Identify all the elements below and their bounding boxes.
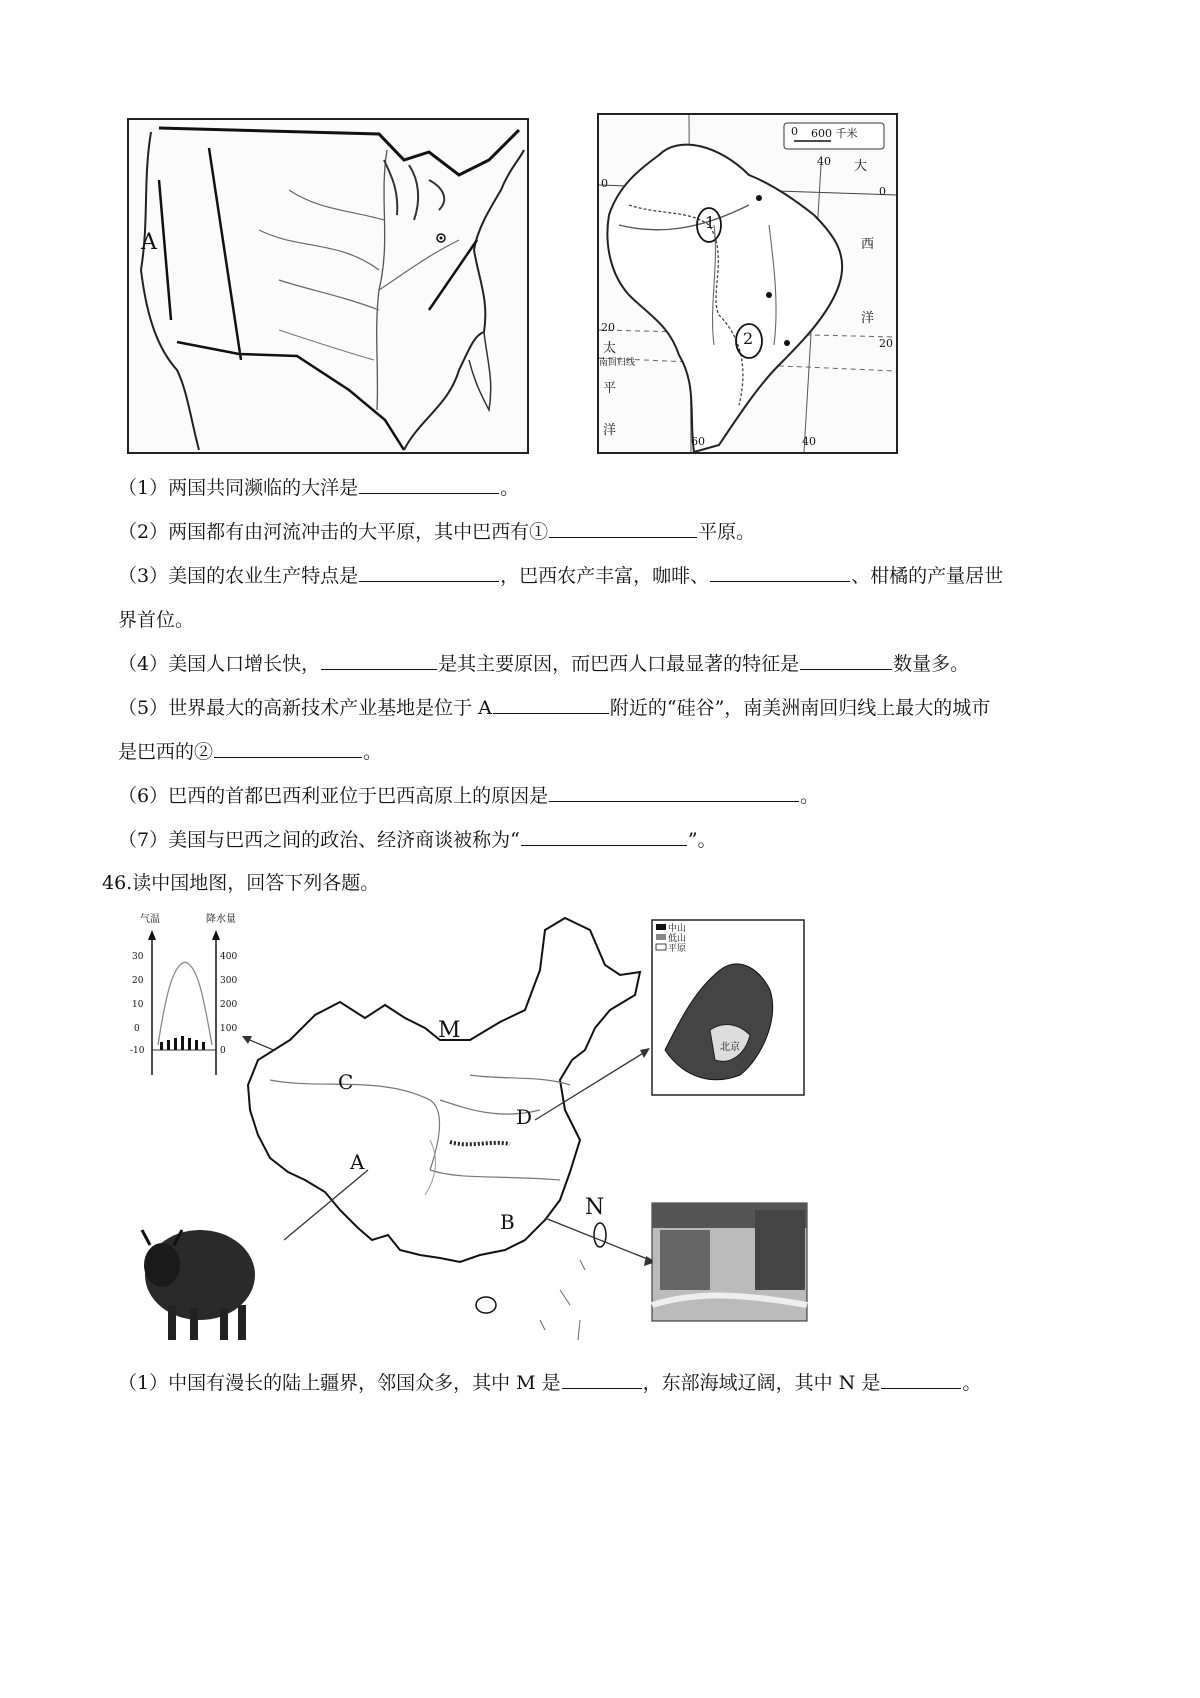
climate-right-tick-0: 400 xyxy=(220,952,238,962)
china-label-c: C xyxy=(338,1070,354,1094)
answer-blank[interactable] xyxy=(359,563,499,582)
tropic-label: 南回归线 xyxy=(599,358,636,368)
china-label-a: A xyxy=(350,1150,365,1174)
answer-blank[interactable] xyxy=(493,695,609,714)
marker-2: 2 xyxy=(743,329,754,348)
q45-item-5-cont: 是巴西的② 。 xyxy=(118,741,383,763)
climate-left-tick-2: 10 xyxy=(132,1000,144,1010)
lat-20-left: 20 xyxy=(601,321,615,334)
climate-left-tick-0: 30 xyxy=(132,952,144,962)
lat-0-right: 0 xyxy=(879,185,886,198)
beijing-legend-1: 低山 xyxy=(668,934,687,944)
lat-20-right: 20 xyxy=(879,337,893,350)
climate-right-tick-1: 300 xyxy=(220,976,238,986)
answer-blank[interactable] xyxy=(321,651,437,670)
answer-blank[interactable] xyxy=(521,827,687,846)
q45-item-2: （2）两国都有由河流冲击的大平原，其中巴西有① 平原。 xyxy=(118,521,756,543)
usa-map-label-a: A xyxy=(141,230,157,255)
answer-blank[interactable] xyxy=(710,563,850,582)
q45-item-5: （5）世界最大的高新技术产业基地是位于 A 附近的“硅谷”，南美洲南回归线上最大的城市 xyxy=(118,697,991,719)
ocean-left-1: 太 xyxy=(603,341,617,356)
lon-40-bottom: 40 xyxy=(802,435,816,448)
climate-left-tick-1: 20 xyxy=(132,976,144,986)
answer-blank[interactable] xyxy=(359,475,499,494)
usa-map xyxy=(127,118,529,454)
ocean-left-2: 平 xyxy=(603,381,617,396)
climate-right-tick-2: 200 xyxy=(220,1000,238,1010)
climate-left-tick-4: -10 xyxy=(130,1046,145,1056)
q46-title: 46.读中国地图，回答下列各题。 xyxy=(102,872,380,894)
answer-blank[interactable] xyxy=(881,1370,961,1389)
marker-1: 1 xyxy=(705,213,716,232)
china-map xyxy=(130,910,820,1355)
q46-item-1: （1）中国有漫长的陆上疆界，邻国众多，其中 M 是 ，东部海域辽阔，其中 N 是 。 xyxy=(118,1372,982,1394)
scale-zero: 0 xyxy=(791,125,798,138)
answer-blank[interactable] xyxy=(562,1370,642,1389)
answer-blank[interactable] xyxy=(214,739,362,758)
q45-item-3-cont: 界首位。 xyxy=(118,609,195,631)
beijing-label: 北京 xyxy=(720,1042,740,1053)
china-label-m: M xyxy=(438,1018,461,1043)
climate-left-tick-3: 0 xyxy=(134,1024,140,1034)
q45-item-7: （7）美国与巴西之间的政治、经济商谈被称为“ ”。 xyxy=(118,829,717,851)
q45-item-6: （6）巴西的首都巴西利亚位于巴西高原上的原因是 。 xyxy=(118,785,820,807)
ocean-right-3: 洋 xyxy=(861,311,875,326)
lat-0-left: 0 xyxy=(601,177,608,190)
lon-40-top: 40 xyxy=(817,155,831,168)
scale-text: 600 千米 xyxy=(811,127,858,140)
ocean-right-2: 西 xyxy=(861,237,875,252)
climate-right-axis: 降水量 xyxy=(206,914,236,925)
climate-left-axis: 气温 xyxy=(140,914,160,925)
q45-item-4: （4）美国人口增长快， 是其主要原因，而巴西人口最显著的特征是 数量多。 xyxy=(118,653,970,675)
lon-60: 60 xyxy=(691,435,705,448)
answer-blank[interactable] xyxy=(800,651,892,670)
china-label-b: B xyxy=(500,1210,515,1234)
ocean-right-1: 大 xyxy=(854,159,868,174)
beijing-legend-0: 中山 xyxy=(668,924,687,934)
answer-blank[interactable] xyxy=(549,783,799,802)
q45-item-3: （3）美国的农业生产特点是 ，巴西农产丰富，咖啡、 、柑橘的产量居世 xyxy=(118,565,1004,587)
china-label-n: N xyxy=(585,1195,605,1220)
brazil-map xyxy=(597,113,898,454)
beijing-legend-2: 平原 xyxy=(668,944,687,954)
china-label-d: D xyxy=(516,1105,533,1129)
q45-item-1: （1）两国共同濒临的大洋是 。 xyxy=(118,477,520,499)
answer-blank[interactable] xyxy=(549,519,697,538)
climate-right-tick-3: 100 xyxy=(220,1024,238,1034)
ocean-left-3: 洋 xyxy=(603,423,617,438)
climate-right-tick-4: 0 xyxy=(220,1046,226,1056)
